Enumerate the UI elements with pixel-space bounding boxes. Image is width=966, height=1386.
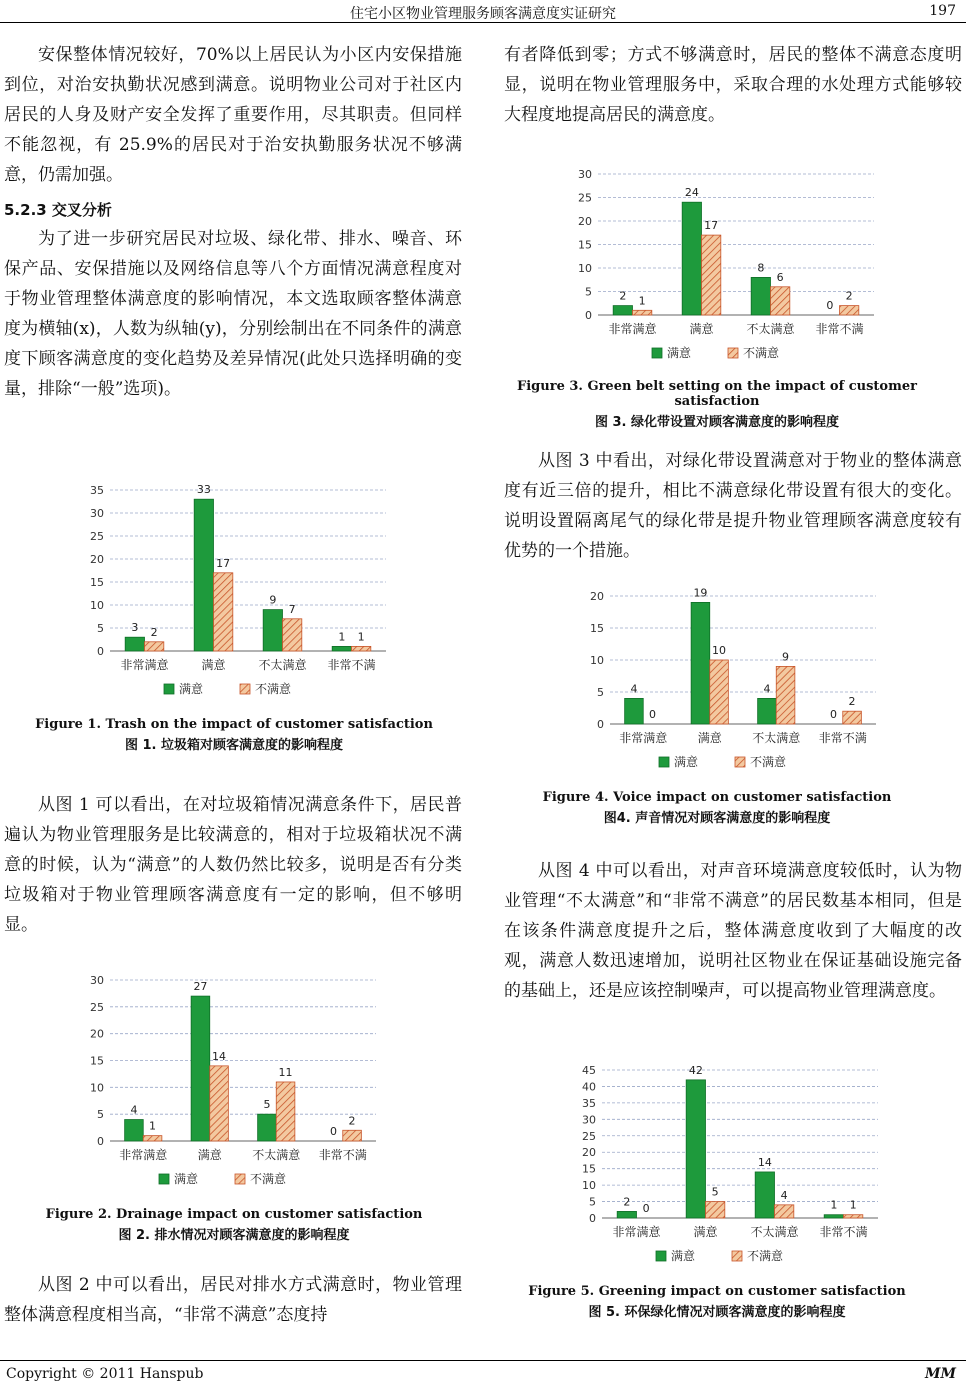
data-label: 4: [130, 1103, 138, 1117]
bar-unsatisfied: [840, 306, 859, 315]
figure-1: [35, 476, 433, 753]
bar-satisfied: [691, 602, 710, 724]
y-tick-label: 5: [97, 622, 104, 635]
data-label: 27: [193, 980, 208, 994]
bar-unsatisfied: [706, 1202, 725, 1218]
y-tick-label: 30: [90, 507, 104, 520]
data-label: 1: [830, 1198, 838, 1212]
y-tick-label: 35: [582, 1096, 596, 1110]
x-tick-label: 非常不满: [818, 731, 867, 745]
y-tick-label: 45: [582, 1064, 596, 1077]
chart-fig2: [74, 966, 384, 1201]
left-paragraph-1: 安保整体情况较好，70%以上居民认为小区内安保措施到位，对治安执勤状况感到满意。说明物业公司对于社区内居民的人身及财产安全发挥了重要作用，尽其职责。但同样不能忽视，有 25.9%的居民对于治安执勤服务状况不够满意，仍需加强。: [4, 45, 462, 185]
x-tick-label: 满意: [693, 1225, 718, 1239]
bar-unsatisfied: [844, 1215, 863, 1218]
bar-unsatisfied: [276, 1082, 295, 1141]
data-label: 17: [216, 556, 231, 570]
data-label: 1: [338, 630, 346, 644]
x-tick-label: 非常不满: [819, 1225, 868, 1239]
figure-4-caption-en: Figure 4. Voice impact on customer satisfaction: [542, 790, 892, 805]
data-label: 14: [757, 1155, 772, 1169]
data-label: 5: [263, 1098, 271, 1112]
y-tick-label: 5: [589, 1195, 596, 1209]
bar-unsatisfied: [143, 1136, 162, 1141]
data-label: 10: [712, 644, 727, 657]
bar-satisfied: [686, 1080, 705, 1218]
bar-unsatisfied: [283, 619, 302, 651]
chart-fig1: [74, 476, 394, 711]
data-label: 1: [357, 630, 365, 644]
data-label: 9: [269, 593, 277, 607]
y-tick-label: 25: [578, 191, 592, 205]
left-column: [4, 40, 462, 404]
left-paragraph-3: 从图 1 可以看出，在对垃圾箱情况满意条件下，居民普遍认为物业管理服务是比较满意的，相对于垃圾箱状况不满意的时候，认为“满意”的人数仍然比较多，说明是否有分类垃圾箱对于物业管理顾客满意度有一定的影响，但不够明显。: [4, 795, 462, 935]
y-tick-label: 10: [590, 654, 604, 667]
bar-unsatisfied: [633, 310, 652, 315]
section-heading: 5.2.3 交叉分析: [4, 201, 112, 219]
y-tick-label: 5: [585, 285, 592, 299]
data-label: 2: [848, 695, 856, 709]
bar-unsatisfied: [702, 235, 721, 315]
data-label: 19: [693, 586, 708, 600]
y-tick-label: 20: [90, 1027, 104, 1041]
legend-label: 满意: [671, 1249, 696, 1263]
figure-4-caption-zh: 图4. 声音情况对顾客满意度的影响程度: [603, 811, 831, 826]
figure-3-caption-en: Figure 3. Green belt setting on the impact of customer satisfaction: [517, 379, 917, 409]
legend-swatch: [240, 684, 250, 694]
figure-5-caption-zh: 图 5. 环保绿化情况对顾客满意度的影响程度: [588, 1305, 846, 1320]
y-tick-label: 25: [582, 1129, 596, 1143]
data-label: 4: [780, 1188, 788, 1202]
bar-unsatisfied: [771, 287, 790, 315]
y-tick-label: 0: [589, 1212, 596, 1225]
legend-swatch: [656, 1251, 666, 1261]
x-tick-label: 满意: [689, 322, 714, 336]
data-label: 7: [288, 602, 296, 616]
y-tick-label: 0: [97, 1135, 104, 1148]
y-tick-label: 15: [90, 1054, 104, 1068]
figure-4: [542, 582, 892, 826]
y-tick-label: 35: [90, 484, 104, 497]
y-tick-label: 15: [582, 1162, 596, 1176]
legend-swatch: [235, 1174, 245, 1184]
figure-3: [517, 160, 917, 430]
y-tick-label: 10: [582, 1179, 596, 1193]
copyright: Copyright © 2011 Hanspub: [6, 1366, 204, 1382]
y-tick-label: 10: [578, 262, 592, 275]
data-label: 14: [212, 1049, 227, 1063]
y-tick-label: 0: [597, 718, 604, 731]
chart-fig4: [574, 582, 884, 784]
bar-satisfied: [194, 499, 213, 651]
data-label: 4: [630, 682, 638, 696]
x-tick-label: 不太满意: [750, 1225, 799, 1239]
data-label: 33: [196, 483, 211, 497]
legend-label: 不满意: [250, 1172, 287, 1186]
y-tick-label: 30: [578, 168, 592, 181]
legend-label: 不满意: [750, 755, 787, 769]
legend-label: 不满意: [255, 682, 292, 696]
y-tick-label: 10: [90, 599, 104, 612]
x-tick-label: 满意: [197, 1148, 222, 1162]
x-tick-label: 非常满意: [608, 322, 657, 336]
page-number: 197: [929, 3, 956, 19]
y-tick-label: 30: [90, 974, 104, 987]
header-rule: [0, 22, 966, 23]
figure-2: [45, 966, 423, 1243]
bar-unsatisfied: [145, 642, 164, 651]
bar-satisfied: [751, 277, 770, 315]
y-tick-label: 25: [90, 1000, 104, 1014]
bar-satisfied: [617, 1211, 636, 1218]
data-label: 9: [782, 650, 790, 664]
data-label: 3: [131, 621, 139, 635]
bar-satisfied: [613, 306, 632, 315]
data-label: 2: [348, 1114, 356, 1128]
legend-swatch: [735, 757, 745, 767]
bar-satisfied: [191, 996, 210, 1141]
data-label: 5: [711, 1185, 719, 1199]
bar-unsatisfied: [214, 573, 233, 651]
bar-unsatisfied: [843, 711, 862, 724]
data-label: 24: [684, 186, 699, 200]
left-paragraph-2: 为了进一步研究居民对垃圾、绿化带、排水、噪音、环保产品、安保措施以及网络信息等八个方面情况满意程度对于物业管理整体满意度的影响情况，本文选取顾客整体满意度为横轴(x)，人数为纵轴(y)，分别绘制出在不同条件的满意度下顾客满意度的变化趋势及差异情况(此处只选择明确的变量，排除“一般”选项)。: [4, 229, 462, 399]
bar-satisfied: [125, 1120, 144, 1141]
figure-1-caption-en: Figure 1. Trash on the impact of customer satisfaction: [35, 717, 433, 732]
data-label: 2: [845, 289, 853, 303]
bar-satisfied: [682, 202, 701, 315]
y-tick-label: 15: [578, 238, 592, 252]
x-tick-label: 非常不满: [318, 1148, 367, 1162]
y-tick-label: 30: [582, 1113, 596, 1127]
y-tick-label: 20: [590, 590, 604, 603]
bar-unsatisfied: [343, 1130, 362, 1141]
x-tick-label: 不太满意: [258, 658, 307, 672]
bar-satisfied: [755, 1172, 774, 1218]
figure-3-caption-zh: 图 3. 绿化带设置对顾客满意度的影响程度: [594, 415, 840, 430]
data-label: 42: [688, 1063, 703, 1077]
x-tick-label: 不太满意: [746, 322, 795, 336]
figure-5-caption-en: Figure 5. Greening impact on customer satisfaction: [528, 1284, 906, 1299]
x-tick-label: 非常不满: [815, 322, 864, 336]
x-tick-label: 不太满意: [252, 1148, 301, 1162]
legend-swatch: [652, 348, 662, 358]
data-label: 2: [623, 1195, 631, 1209]
legend-swatch: [659, 757, 669, 767]
y-tick-label: 5: [597, 686, 604, 699]
data-label: 4: [763, 682, 771, 696]
y-tick-label: 25: [90, 530, 104, 543]
bar-unsatisfied: [775, 1205, 794, 1218]
data-label: 0: [329, 1125, 337, 1138]
x-tick-label: 非常满意: [120, 658, 169, 672]
data-label: 0: [829, 708, 837, 721]
data-label: 0: [649, 708, 657, 721]
y-tick-label: 20: [578, 215, 592, 228]
x-tick-label: 非常满意: [119, 1148, 168, 1162]
y-tick-label: 5: [97, 1108, 104, 1122]
legend-label: 不满意: [747, 1249, 784, 1263]
x-tick-label: 非常不满: [327, 658, 376, 672]
figure-1-caption-zh: 图 1. 垃圾箱对顾客满意度的影响程度: [124, 738, 344, 753]
bar-satisfied: [758, 698, 777, 724]
footer-rule: [0, 1360, 966, 1361]
figure-2-caption-zh: 图 2. 排水情况对顾客满意度的影响程度: [118, 1228, 350, 1243]
data-label: 11: [278, 1065, 293, 1079]
bar-unsatisfied: [210, 1066, 229, 1141]
y-tick-label: 10: [90, 1081, 104, 1095]
bar-satisfied: [258, 1114, 277, 1141]
data-label: 0: [642, 1202, 650, 1215]
y-tick-label: 0: [97, 645, 104, 658]
journal-abbrev: MM: [925, 1366, 956, 1382]
y-tick-label: 0: [585, 309, 592, 322]
right-paragraph-3: 从图 4 中可以看出，对声音环境满意度较低时，认为物业管理“不太满意”和“非常不满意”的居民数基本相同，但是在该条件满意度提升之后，整体满意度收到了大幅度的改观，满意人数迅速增加，说明社区物业在保证基础设施完备的基础上，还是应该控制噪声，可以提高物业管理满意度。: [504, 861, 962, 1001]
legend-swatch: [159, 1174, 169, 1184]
data-label: 2: [619, 289, 627, 303]
legend-swatch: [728, 348, 738, 358]
x-tick-label: 非常满意: [612, 1225, 661, 1239]
data-label: 1: [638, 294, 646, 308]
right-paragraph-2: 从图 3 中看出，对绿化带设置满意对于物业的整体满意度有近三倍的提升，相比不满意绿化带设置有很大的变化。说明设置隔离尾气的绿化带是提升物业管理顾客满意度较有优势的一个措施。: [504, 451, 962, 561]
chart-fig3: [562, 160, 882, 375]
legend-label: 满意: [174, 1172, 199, 1186]
x-tick-label: 满意: [697, 731, 722, 745]
y-tick-label: 15: [90, 576, 104, 589]
data-label: 17: [704, 219, 719, 233]
bar-unsatisfied: [352, 646, 371, 651]
x-tick-label: 不太满意: [752, 731, 801, 745]
data-label: 0: [826, 299, 834, 312]
bar-satisfied: [125, 637, 144, 651]
y-tick-label: 15: [590, 622, 604, 635]
x-tick-label: 非常满意: [619, 731, 668, 745]
bar-satisfied: [332, 646, 351, 651]
y-tick-label: 20: [90, 553, 104, 566]
running-title: 住宅小区物业管理服务顾客满意度实证研究: [350, 6, 616, 22]
bar-satisfied: [625, 698, 644, 724]
y-tick-label: 20: [582, 1146, 596, 1160]
data-label: 6: [776, 270, 784, 284]
bar-unsatisfied: [776, 666, 795, 724]
chart-fig5: [566, 1056, 886, 1278]
legend-swatch: [732, 1251, 742, 1261]
figure-5: [528, 1056, 906, 1320]
left-paragraph-4: 从图 2 中可以看出，居民对排水方式满意时，物业管理整体满意程度相当高，“非常不满意”态度持: [4, 1275, 462, 1325]
bar-satisfied: [824, 1215, 843, 1218]
legend-label: 满意: [179, 682, 204, 696]
figure-2-caption-en: Figure 2. Drainage impact on customer satisfaction: [45, 1207, 423, 1222]
legend-label: 满意: [674, 755, 699, 769]
data-label: 2: [150, 625, 158, 639]
bar-satisfied: [263, 610, 282, 651]
page-header: [0, 0, 966, 22]
data-label: 1: [149, 1119, 157, 1133]
x-tick-label: 满意: [201, 658, 226, 672]
data-label: 8: [757, 261, 765, 275]
legend-swatch: [164, 684, 174, 694]
data-label: 1: [849, 1198, 857, 1212]
bar-unsatisfied: [710, 660, 729, 724]
legend-label: 不满意: [743, 346, 780, 360]
right-paragraph-1: 有者降低到零；方式不够满意时，居民的整体不满意态度明显，说明在物业管理服务中，采取合理的水处理方式能够较大程度地提高居民的满意度。: [504, 45, 962, 125]
y-tick-label: 40: [582, 1080, 596, 1094]
legend-label: 满意: [667, 346, 692, 360]
